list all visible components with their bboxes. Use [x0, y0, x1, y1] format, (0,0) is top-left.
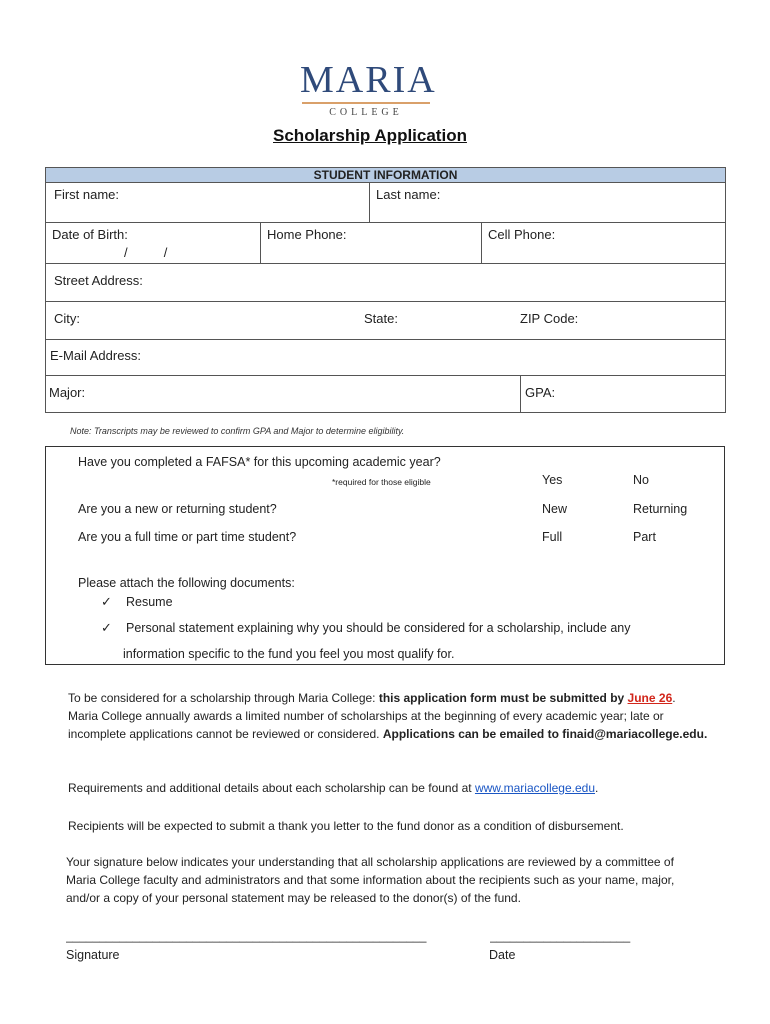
logo-subtitle: COLLEGE	[329, 107, 403, 118]
punctuation: .	[595, 781, 599, 795]
fafsa-no-option[interactable]: No	[633, 473, 649, 487]
major-field[interactable]	[45, 375, 521, 413]
email-label: E-Mail Address:	[50, 348, 142, 363]
page-title: Scholarship Application	[273, 126, 467, 145]
time-status-question: Are you a full time or part time student?	[78, 530, 297, 544]
checkmark-icon: ✓	[101, 594, 112, 609]
new-student-option[interactable]: New	[542, 502, 568, 516]
document-personal-statement-continued: information specific to the fund you feel you most qualify for.	[123, 647, 455, 661]
document-resume: Resume	[126, 595, 173, 609]
requirements-text: Requirements and additional details about each scholarship can be found at	[68, 781, 475, 795]
dob-field[interactable]	[45, 222, 261, 264]
college-logo	[300, 59, 437, 119]
dob-label: Date of Birth:	[52, 227, 128, 242]
logo-wordmark: MARIA	[300, 59, 437, 101]
first-name-field[interactable]	[45, 182, 370, 223]
zip-label: ZIP Code:	[520, 311, 579, 326]
deadline-date: June 26	[627, 691, 673, 705]
last-name-field[interactable]	[369, 182, 726, 223]
returning-student-option[interactable]: Returning	[633, 502, 688, 516]
major-label: Major:	[49, 385, 86, 400]
deadline-text: this application form must be submitted by	[378, 691, 628, 705]
full-time-option[interactable]: Full	[542, 530, 563, 544]
city-state-zip-row[interactable]	[45, 301, 726, 340]
cell-phone-field[interactable]	[481, 222, 726, 264]
street-address-label: Street Address:	[54, 273, 143, 288]
submission-instructions	[68, 689, 708, 743]
fafsa-question: Have you completed a FAFSA* for this upcoming academic year?	[78, 455, 441, 469]
home-phone-field[interactable]	[260, 222, 482, 264]
requirements-paragraph	[68, 779, 728, 797]
email-field[interactable]	[45, 339, 726, 376]
signature-label: Signature	[66, 948, 120, 962]
instructions-text: To be considered for a scholarship through Maria College:	[68, 691, 379, 705]
cell-phone-label: Cell Phone:	[488, 227, 556, 242]
recipients-paragraph: Recipients will be expected to submit a thank you letter to the fund donor as a condition of disbursement.	[68, 819, 624, 833]
signature-agreement-paragraph: Your signature below indicates your understanding that all scholarship applications are reviewed by a committee of Maria College faculty and administrators and that some information about the recipients such as your name, major, and/or a copy of your personal statement may be released to the donor(s) of the fund.	[66, 855, 675, 905]
section-header: STUDENT INFORMATION	[45, 167, 726, 183]
attach-documents-heading: Please attach the following documents:	[78, 576, 295, 590]
checkmark-icon: ✓	[101, 620, 112, 635]
signature-line[interactable]: ______________________________________________________	[66, 929, 427, 943]
website-link[interactable]: www.mariacollege.edu	[474, 781, 596, 795]
eligibility-note: Note: Transcripts may be reviewed to confirm GPA and Major to determine eligibility.	[70, 426, 405, 436]
document-personal-statement: Personal statement explaining why you should be considered for a scholarship, include any	[126, 621, 631, 635]
late-policy-text: Maria College annually awards a limited number of scholarships at the beginning of every academic year; late or incomplete applications cannot be reviewed or considered.	[68, 709, 664, 741]
punctuation: .	[672, 691, 676, 705]
logo-rule	[302, 102, 430, 104]
gpa-label: GPA:	[525, 385, 556, 400]
gpa-field[interactable]	[520, 375, 726, 413]
questions-box	[45, 446, 725, 665]
student-type-question: Are you a new or returning student?	[78, 502, 277, 516]
last-name-label: Last name:	[376, 187, 441, 202]
dob-separators: / /	[124, 245, 168, 260]
date-label: Date	[489, 948, 516, 962]
email-instructions: Applications can be emailed to finaid@mariacollege.edu.	[382, 727, 708, 741]
fafsa-footnote: *required for those eligible	[332, 477, 431, 487]
street-address-field[interactable]	[45, 263, 726, 302]
state-label: State:	[364, 311, 398, 326]
home-phone-label: Home Phone:	[267, 227, 347, 242]
part-time-option[interactable]: Part	[633, 530, 656, 544]
fafsa-yes-option[interactable]: Yes	[542, 473, 563, 487]
date-line[interactable]: _____________________	[490, 929, 631, 943]
first-name-label: First name:	[54, 187, 120, 202]
city-label: City:	[54, 311, 80, 326]
